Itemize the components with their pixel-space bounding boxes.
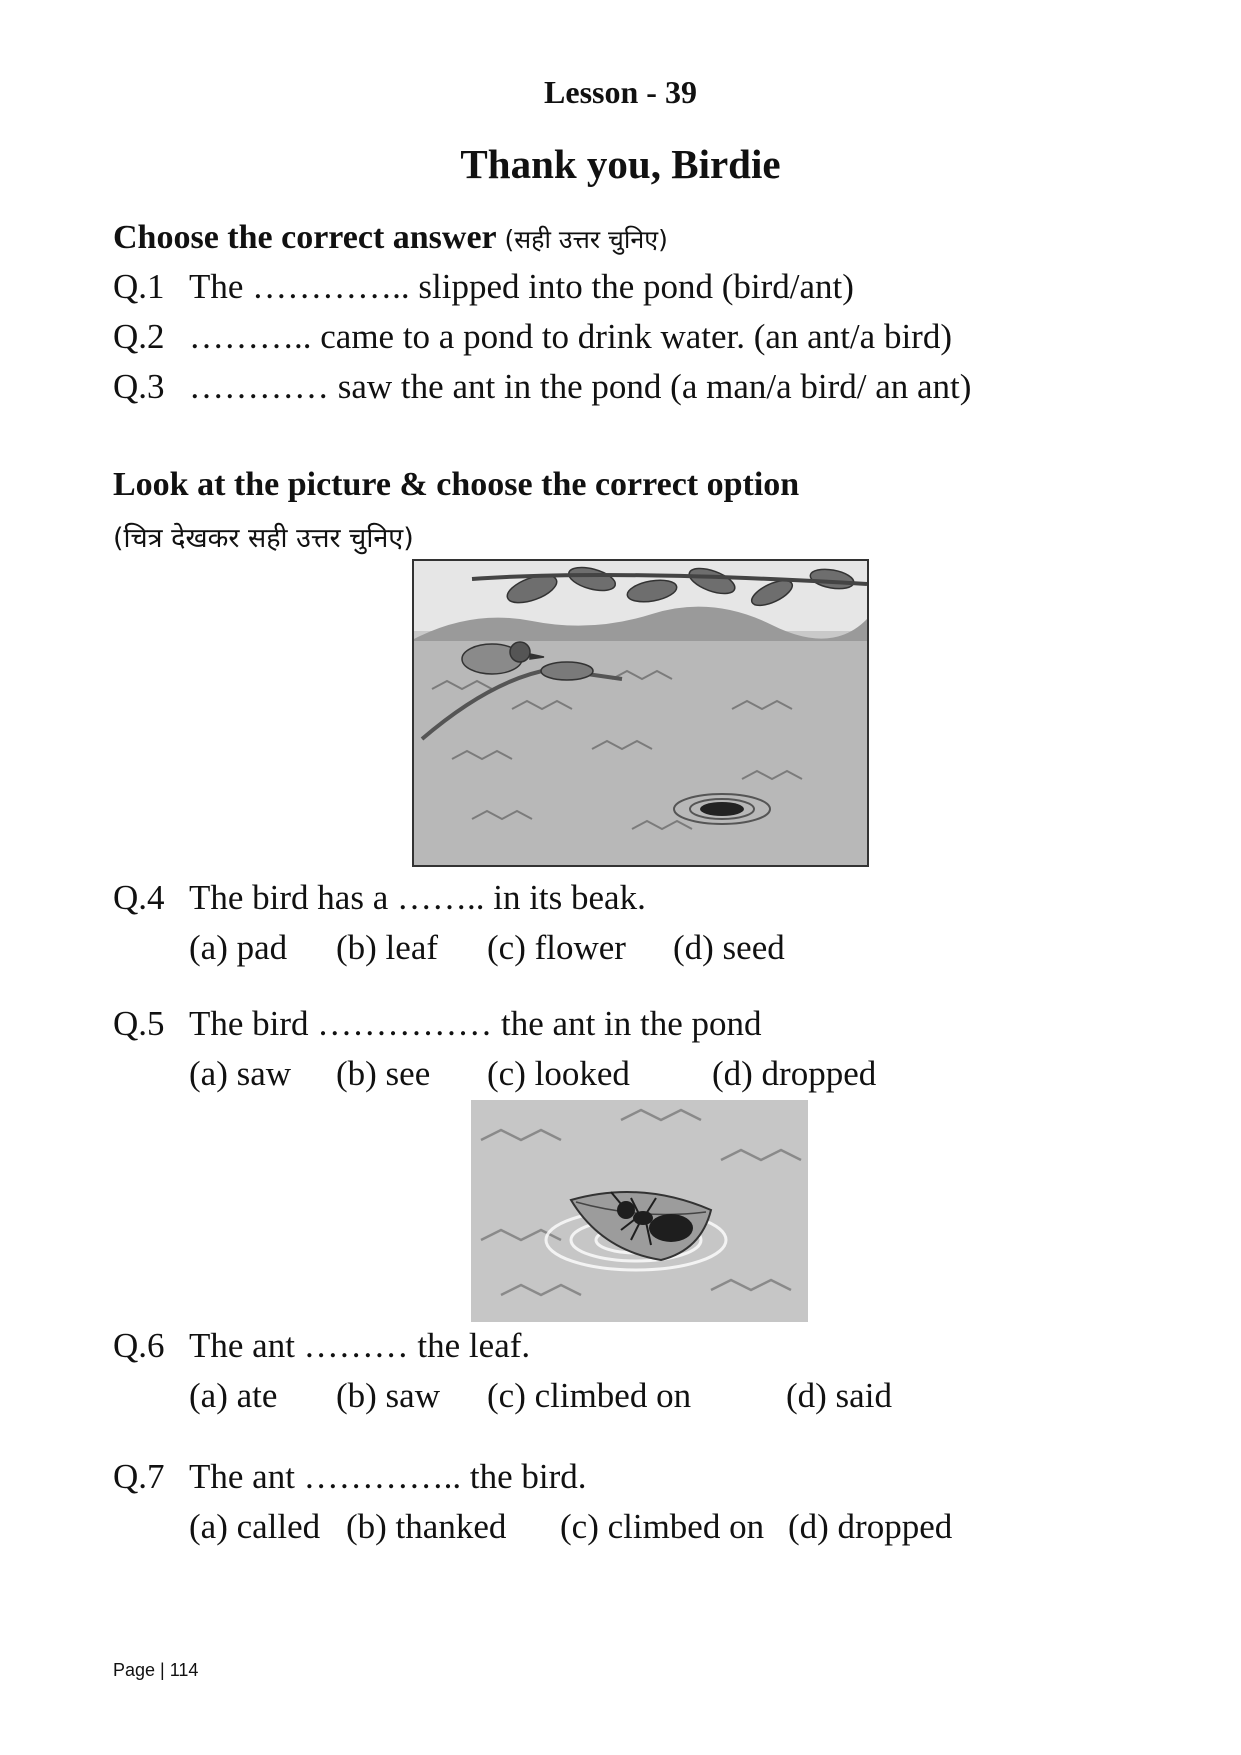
question-5-options (0, 1054, 1241, 1098)
question-4-options (0, 928, 1241, 972)
option-a[interactable]: (a) called (189, 1507, 321, 1546)
option-c[interactable]: (c) flower (487, 928, 626, 967)
question-number: Q.3 (113, 367, 165, 406)
option-c[interactable]: (c) climbed on (560, 1507, 765, 1546)
section1-heading (113, 219, 668, 257)
ant-on-leaf-image (471, 1100, 808, 1322)
question-number: Q.7 (113, 1457, 165, 1496)
option-a[interactable]: (a) ate (189, 1376, 278, 1415)
option-b[interactable]: (b) saw (336, 1376, 440, 1415)
option-b[interactable]: (b) see (336, 1054, 431, 1093)
question-text: ………… saw the ant in the pond (a man/a bird/ an ant) (189, 367, 972, 406)
option-a[interactable]: (a) saw (189, 1054, 292, 1093)
question-text: The ………….. slipped into the pond (bird/ant) (189, 267, 854, 306)
question-number: Q.4 (113, 878, 165, 917)
question-text: ……….. came to a pond to drink water. (an ant/a bird) (189, 317, 952, 356)
question-number: Q.2 (113, 317, 165, 356)
question-number: Q.6 (113, 1326, 165, 1365)
section1-heading-text: Choose the correct answer (113, 219, 497, 256)
question-6-options (0, 1376, 1241, 1420)
lesson-title: Thank you, Birdie (460, 141, 781, 187)
lesson-number: Lesson - 39 (544, 74, 697, 110)
option-c[interactable]: (c) climbed on (487, 1376, 692, 1415)
option-d[interactable]: (d) dropped (788, 1507, 953, 1546)
option-a[interactable]: (a) pad (189, 928, 288, 967)
page-number: Page | 114 (113, 1660, 199, 1680)
question-text: The bird …………… the ant in the pond (189, 1004, 762, 1043)
question-7-options (0, 1507, 1241, 1551)
question-number: Q.5 (113, 1004, 165, 1043)
question-number: Q.1 (113, 267, 165, 306)
option-b[interactable]: (b) thanked (346, 1507, 507, 1546)
option-b[interactable]: (b) leaf (336, 928, 439, 967)
section2-heading-hindi: (चित्र देखकर सही उत्तर चुनिए) (113, 523, 414, 554)
question-text: The ant ……… the leaf. (189, 1326, 531, 1365)
option-c[interactable]: (c) looked (487, 1054, 630, 1093)
section2-heading: Look at the picture & choose the correct option (113, 466, 800, 503)
question-text: The bird has a …….. in its beak. (189, 878, 646, 917)
pond-scene-image (412, 559, 869, 867)
option-d[interactable]: (d) said (786, 1376, 892, 1415)
section1-heading-hindi: (सही उत्तर चुनिए) (504, 225, 668, 254)
option-d[interactable]: (d) seed (673, 928, 785, 967)
question-text: The ant ………….. the bird. (189, 1457, 587, 1496)
option-d[interactable]: (d) dropped (712, 1054, 877, 1093)
